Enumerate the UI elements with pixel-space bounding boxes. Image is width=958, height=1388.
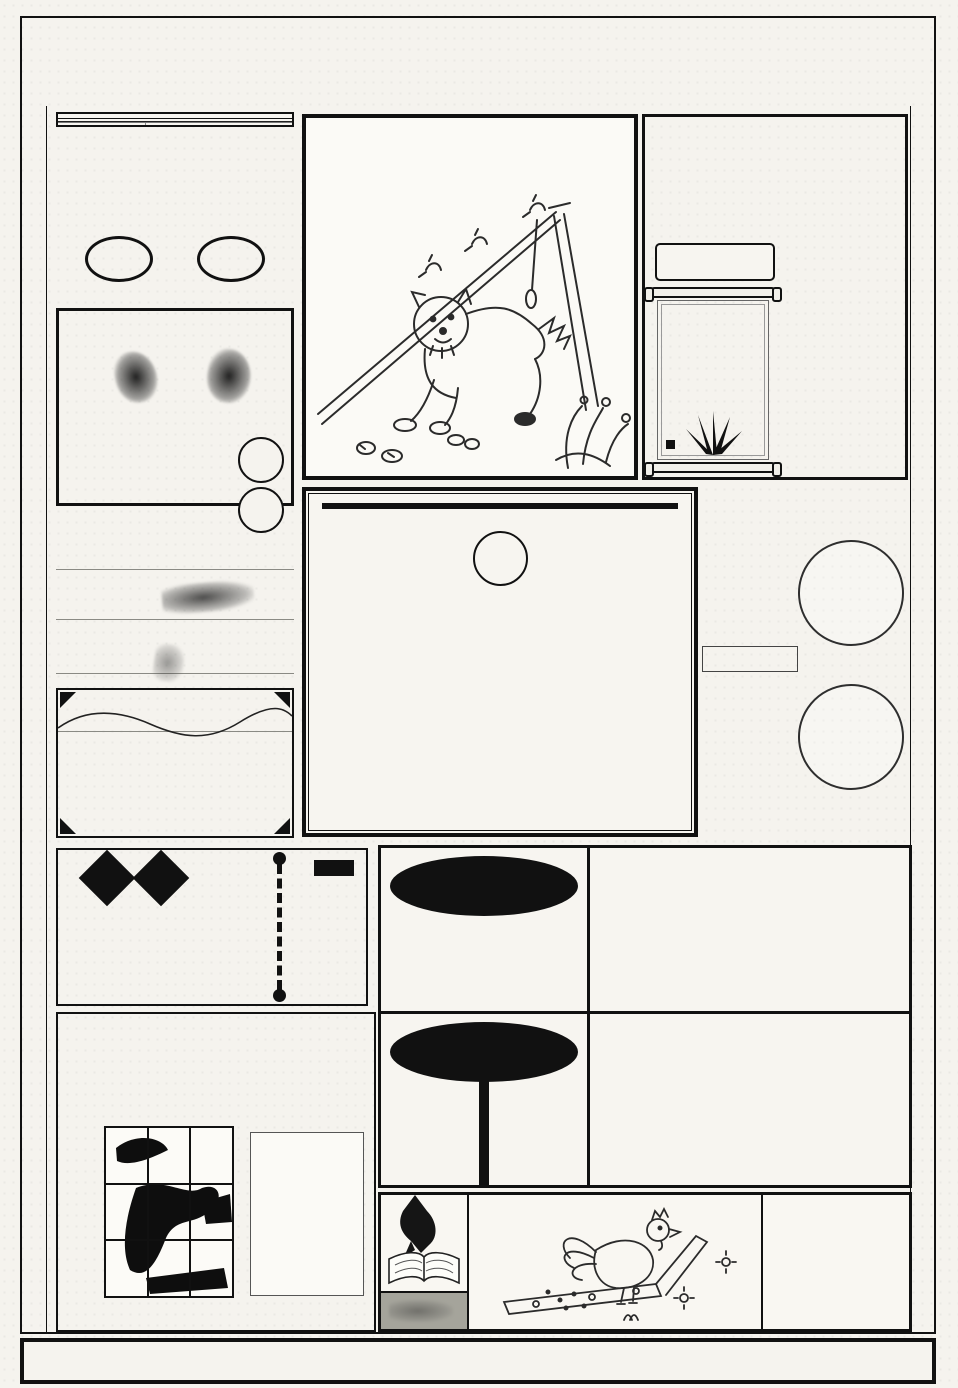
hottest-value xyxy=(146,123,194,125)
puzzle-grid-sketch xyxy=(250,1132,364,1296)
illegible-caption xyxy=(389,1300,453,1322)
col-header xyxy=(194,119,244,121)
tip-label xyxy=(314,860,354,876)
special-circle-number xyxy=(238,437,284,483)
scroll-roller xyxy=(649,287,777,298)
special-open-cell xyxy=(381,1014,590,1185)
ink-blot xyxy=(110,347,162,407)
cold-hot-number xyxy=(85,236,153,282)
year-open-circle xyxy=(794,680,909,795)
contribution-section xyxy=(56,688,294,838)
corner-mark xyxy=(274,818,290,834)
dog-drawing xyxy=(306,118,634,476)
provide-value xyxy=(244,123,292,125)
seal-mark xyxy=(666,440,675,449)
brush-plant xyxy=(678,411,748,455)
rooster-drawing xyxy=(474,1198,756,1326)
wavy-line xyxy=(58,702,292,742)
diamond-text xyxy=(87,858,127,898)
analysis-numbers xyxy=(306,531,694,586)
count-block xyxy=(708,494,726,502)
hot-table-body xyxy=(58,122,292,125)
special-open-title xyxy=(390,1022,578,1082)
special-open-right xyxy=(484,1092,587,1185)
analysis-title xyxy=(322,499,679,509)
weakest-value xyxy=(194,123,244,125)
diamond-char xyxy=(79,850,136,907)
bottom-strip xyxy=(378,1192,912,1332)
count-block xyxy=(702,646,798,672)
left-banner-strip xyxy=(20,106,47,1332)
computer-analysis-section xyxy=(302,487,698,837)
special-box-title xyxy=(59,311,291,315)
ink-puzzle-art xyxy=(106,1128,232,1296)
total-open-cell xyxy=(381,848,590,1014)
grey-caption-box xyxy=(381,1291,467,1329)
special-number-box xyxy=(56,308,294,506)
total-open-title xyxy=(390,856,578,916)
special-para-cell xyxy=(590,1014,909,1185)
riddle-scroll xyxy=(649,287,777,479)
lucky-color-row xyxy=(56,620,294,674)
scroll-roller xyxy=(649,462,777,473)
puzzle-grid-ink xyxy=(104,1126,234,1298)
col-header xyxy=(146,119,194,121)
cold-hot-section xyxy=(56,226,294,282)
forecast-grid xyxy=(378,845,912,1188)
bird-book-box xyxy=(381,1195,469,1329)
rooster-box xyxy=(469,1195,763,1329)
footer-imprint xyxy=(20,1338,936,1384)
mystery-section xyxy=(56,848,368,1006)
last-issue-text xyxy=(763,1195,909,1329)
lucky-zodiac-row xyxy=(56,570,294,620)
circled-number xyxy=(473,531,528,586)
note-column xyxy=(67,373,70,505)
year-open-circle xyxy=(794,536,909,651)
right-banner-strip xyxy=(910,106,937,1332)
col-header xyxy=(244,119,292,121)
scroll-text-area xyxy=(661,304,765,456)
hot-numbers-table xyxy=(56,112,294,127)
diamond-char xyxy=(133,850,190,907)
gate-label xyxy=(58,123,146,125)
dashed-divider xyxy=(277,864,282,990)
buy-big-cell xyxy=(590,848,909,1014)
special-circle-number xyxy=(238,487,284,533)
zodiac-puzzle-section xyxy=(56,1012,376,1332)
corner-mark xyxy=(60,818,76,834)
ink-blot xyxy=(203,346,256,407)
seek-code-label xyxy=(655,243,775,281)
cold-hot-number xyxy=(197,236,265,282)
table-row xyxy=(58,122,292,125)
diamond-text xyxy=(141,858,181,898)
illegible-scrawl xyxy=(161,578,255,616)
col-header xyxy=(58,119,146,121)
special-open-left xyxy=(381,1092,484,1185)
bird-book-drawing xyxy=(381,1195,467,1291)
mystic-title-panel xyxy=(642,114,908,480)
dog-illustration-box xyxy=(302,114,638,480)
marksix-banner-row xyxy=(48,80,910,106)
